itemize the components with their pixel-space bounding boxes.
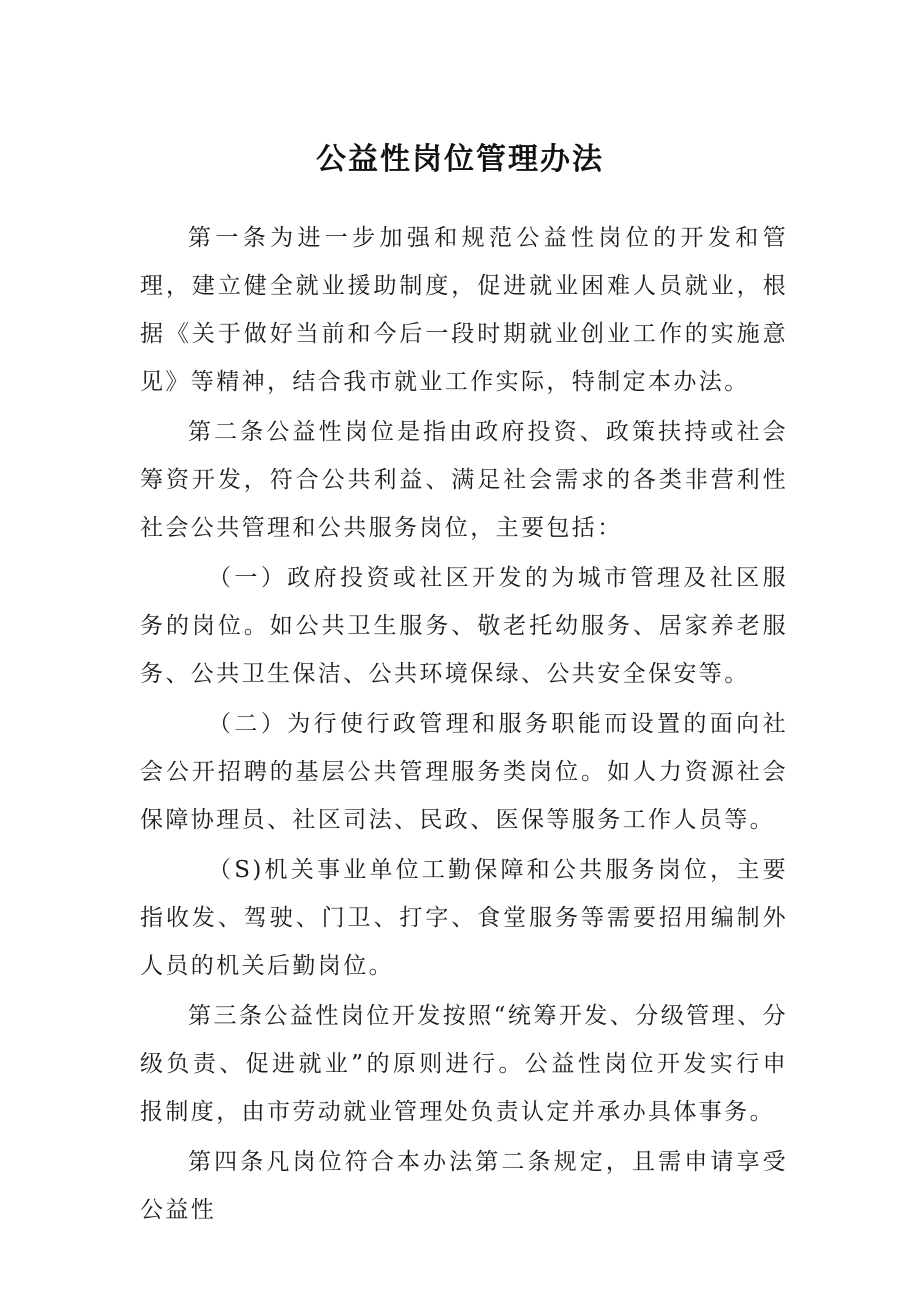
- article-4-paragraph: 第四条凡岗位符合本办法第二条规定，且需申请享受公益性: [140, 1149, 788, 1223]
- article-3-paragraph: 第三条公益性岗位开发按照“统筹开发、分级管理、分级负责、促进就业”的原则进行。公益性岗位开发实行申报制度，由市劳动就业管理处负责认定并承办具体事务。: [140, 1003, 788, 1125]
- article-2-item-1: （一）政府投资或社区开发的为城市管理及社区服务的岗位。如公共卫生服务、敬老托幼服务、居家养老服务、公共卫生保洁、公共环境保绿、公共安全保安等。: [140, 565, 788, 687]
- article-2-paragraph: 第二条公益性岗位是指由政府投资、政策扶持或社会筹资开发，符合公共利益、满足社会需求的各类非营利性社会公共管理和公共服务岗位，主要包括：: [140, 419, 788, 541]
- document-title: 公益性岗位管理办法: [316, 142, 604, 177]
- document-body: [140, 214, 788, 1236]
- article-1-paragraph: 第一条为进一步加强和规范公益性岗位的开发和管理，建立健全就业援助制度，促进就业困难人员就业，根据《关于做好当前和今后一段时期就业创业工作的实施意见》等精神，结合我市就业工作实际，特制定本办法。: [140, 225, 788, 395]
- article-2-item-3: （S)机关事业单位工勤保障和公共服务岗位，主要指收发、驾驶、门卫、打字、食堂服务等需要招用编制外人员的机关后勤岗位。: [140, 857, 788, 979]
- article-2-item-2: （二）为行使行政管理和服务职能而设置的面向社会公开招聘的基层公共管理服务类岗位。如人力资源社会保障协理员、社区司法、民政、医保等服务工作人员等。: [140, 711, 788, 833]
